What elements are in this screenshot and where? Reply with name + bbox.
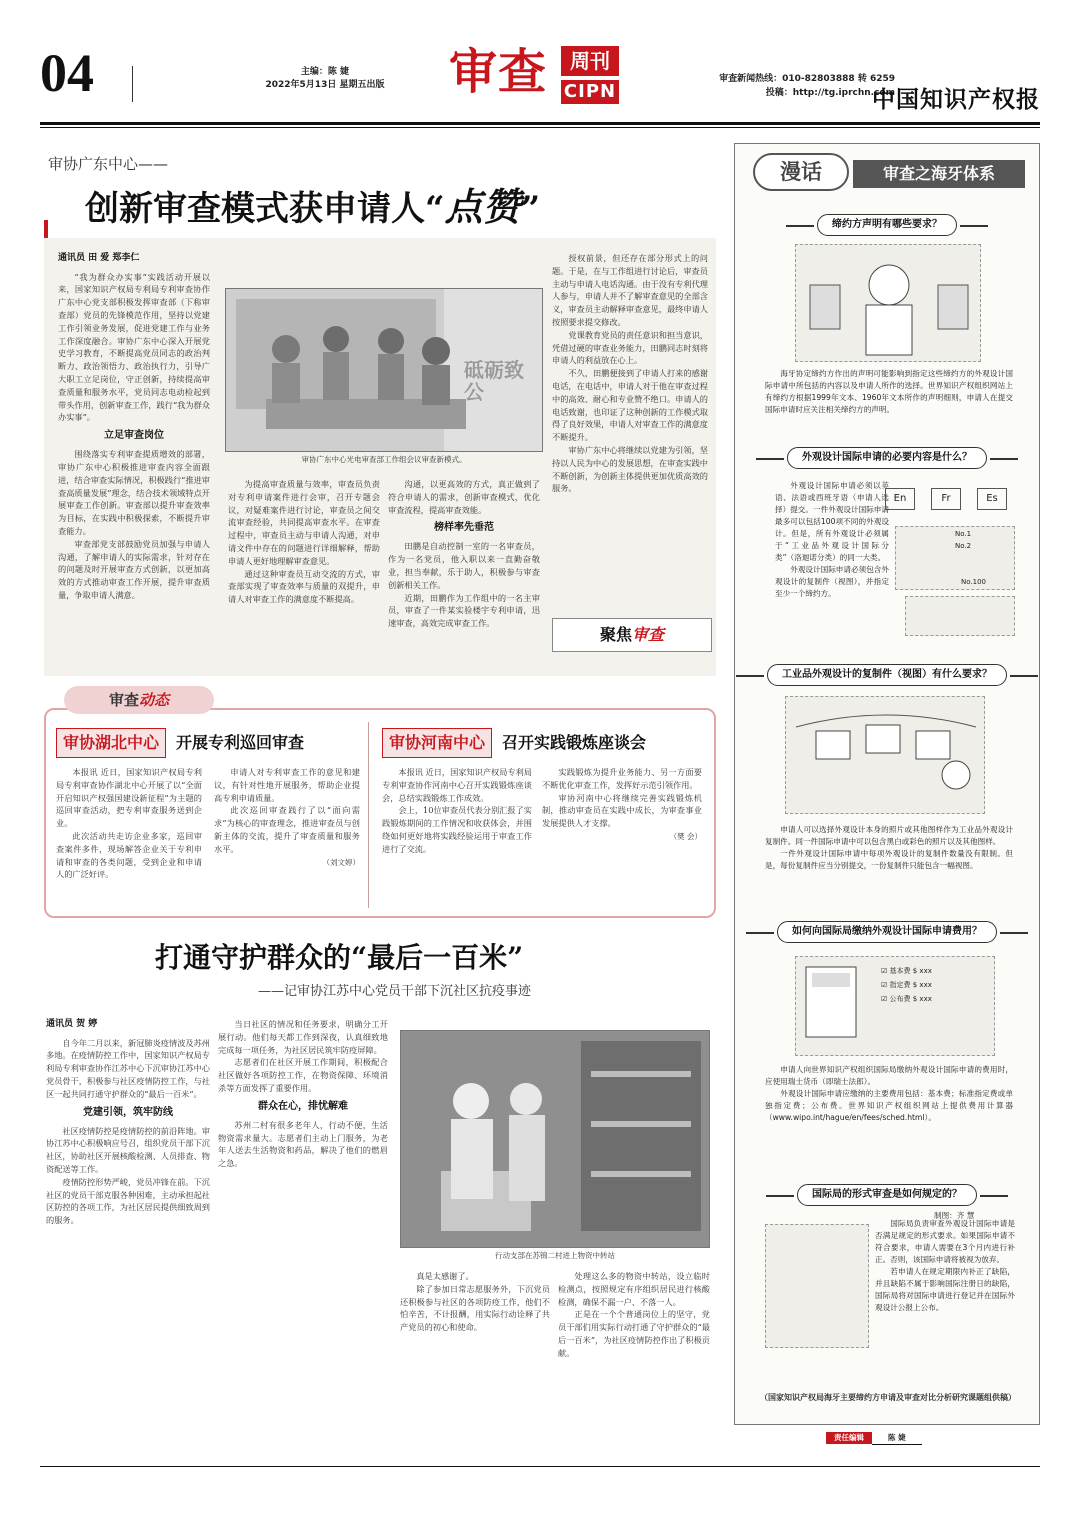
paragraph: 社区疫情防控是疫情防控的前沿阵地。审协江苏中心积极响应号召，组织党员干部下沉社区，协助社区开展核酸检测、人员排查、物资配送等工作。 <box>46 1125 210 1174</box>
paragraph: 申请人对专利审查工作的意见和建议，有针对性地开展服务，帮助企业提高专利申请质量。 <box>214 767 360 803</box>
brand-english: CIPN <box>561 80 619 104</box>
headline-highlight: 点赞 <box>444 184 521 229</box>
paragraph: 外观设计国际申请必须以英语、法语或西班牙语（申请人选择）提交。一件外观设计国际申请最多可以包括100项不同的外观设计。但是，所有外观设计必须属于“工业品外观设计国际分类”（洛迦诺分类）的同一大类。 <box>775 481 889 562</box>
news-hotline: 审查新闻热线：010-82803888 转 6259 <box>719 74 895 84</box>
paragraph: 此次活动共走访企业多家，巡回审查案件多件，现场解答企业关于专利申请和审查的各类问题，受到企业和申请人的广泛好评。 <box>56 830 202 880</box>
answer-4 <box>765 1064 1013 1164</box>
no-label-2: No.2 <box>955 542 972 550</box>
paragraph: 不久，田鹏便接到了申请人打来的感谢电话，在电话中，申请人对于他在审查过程中的高效、耐心和专业赞不绝口。申请人的电话致谢，也印证了这种创新的工作模式取得了良好效果，申请人对审查工作的满意度不断提升。 <box>552 368 708 443</box>
paragraph: 通过这种审查员互动交流的方式，审查部实现了审查效率与质量的双提升，申请人对审查工作的满意度不断提高。 <box>228 568 380 605</box>
paragraph: 自今年二月以来，新冠肺炎疫情波及苏州多地。在疫情防控工作中，国家知识产权局专利局专利审查协作江苏中心下沉审协江苏中心党员骨干，积极参与社区疫情防控工作，与社区一起共同打通守护群众的“最后一百米”。 <box>46 1037 210 1099</box>
story1-column-2 <box>228 478 380 670</box>
responsible-editor: 责任编辑 陈 婕 <box>826 1432 946 1444</box>
fee-designation: ☑ 指定费 $ xxx <box>881 981 932 989</box>
paragraph: 志愿者们在社区开展工作期间，积极配合社区做好各项防控工作，在物资保障、环境消杀等方面发挥了重要作用。 <box>218 1057 388 1093</box>
question-5: 国际局的形式审查是如何规定的？ <box>797 1184 977 1206</box>
fee-basic: ☑ 基本费 $ xxx <box>881 967 932 975</box>
paragraph: 授权前景，但还存在部分形式上的问题。于是，在与工作组进行讨论后，审查员主动与申请人电话沟通。由于没有专利代理人参与，申请人并不了解审查意见的全部含义，审查员主动解释审查意见，最终申请人按照要求提交修改。 <box>552 253 708 327</box>
paragraph: “我为群众办实事”实践活动开展以来，国家知识产权局专利局专利审查协作广东中心党支部积极发挥审查部（下称审查部）党员的先锋模范作用，坚持以党建工作引领业务发展，促进党建工作与业务工作深度融合。审协广东中心深入开展党史学习教育，不断提高党员同志的政治判断力、政治领悟力、政治执行力，引导广大职工立足岗位，守正创新，持续提高审查质量和服务水平，党员同志电动检起到带头作用，创新审查工作，践行“我为群众办实事”。 <box>58 271 210 423</box>
paragraph: 审查部党支部鼓励党员加强与申请人沟通，了解申请人的实际需求，针对存在的问题及时开展审查方式创新，以更加高效的方式推动审查工作开展，提升审查质量，争取申请人满意。 <box>58 538 210 600</box>
story1-photo <box>225 288 543 452</box>
masthead <box>40 42 1040 117</box>
masthead-rule-thin <box>40 127 1040 128</box>
lang-fr: Fr <box>931 488 961 510</box>
story2-byline: 通讯员 贺 婷 <box>46 1019 98 1029</box>
story2-column-4 <box>558 1270 710 1460</box>
story2-subhead: ——记审协江苏中心党员干部下沉社区抗疫事迹 <box>258 984 532 999</box>
paragraph: 党课教育党员的责任意识和担当意识，凭借过硬的审查业务能力，田鹏同志时刻将申请人的利益放在心上。 <box>552 329 708 366</box>
dynamics-divider <box>368 722 369 908</box>
answer-3 <box>765 824 1013 908</box>
story1-column-3 <box>388 478 540 670</box>
comic-talk-icon: 漫话 <box>753 153 849 191</box>
hubei-headline: 审协湖北中心 开展专利巡回审查 <box>56 728 304 758</box>
brand-subtitle: 周刊 <box>561 46 619 76</box>
issue-date: 2022年5月13日 星期五出版 <box>265 79 385 90</box>
henan-headline: 审协河南中心 召开实践锻炼座谈会 <box>382 728 646 758</box>
paragraph: 一件外观设计国际申请中每项外观设计的复制件数量没有限制。但是，每份复制件应当分别提交，一份复制件只能包含一幅视图。 <box>765 848 1013 870</box>
paragraph: 申请人向世界知识产权组织国际局缴纳外观设计国际申请的费用时，应使用瑞士货币（即瑞士法郎）。 <box>765 1065 1013 1086</box>
section-heading: 榜样率先垂范 <box>434 522 494 534</box>
sidebar-title: 审查之海牙体系 <box>853 160 1025 188</box>
story1-kicker: 审协广东中心—— <box>48 155 169 173</box>
footer-rule <box>40 1466 1040 1467</box>
paragraph: 真是太感谢了。 <box>416 1271 474 1281</box>
paper-name: 中国知识产权报 <box>872 86 1040 113</box>
masthead-divider <box>132 66 133 102</box>
hubei-column-1 <box>56 766 202 912</box>
story1-column-4 <box>552 252 708 612</box>
story1-headline: 创新审查模式获申请人“点赞” <box>85 184 541 229</box>
paragraph: 国际局负责审查外观设计国际申请是否满足规定的形式要求。如果国际申请不符合要求，申请人需要在3个月内进行补正。否则，该国际申请将被视为放弃。 <box>875 1219 1015 1264</box>
question-4: 如何向国际局缴纳外观设计国际申请费用？ <box>777 921 997 943</box>
lang-es: Es <box>977 488 1007 510</box>
story1-photo-caption: 审协广东中心光电审查部工作组会议审查新模式。 <box>301 455 467 464</box>
illustration-declaration <box>795 244 981 362</box>
paragraph: 会上，10位审查员代表分别汇报了实践锻炼期间的工作情况和收获体会，并围绕如何更好地将实践经验运用于审查工作进行了交流。 <box>382 805 532 854</box>
paragraph: 本报讯 近日，国家知识产权局专利局专利审查协作湖北中心开展了以“全面开启知识产权强国建设新征程”为主题的巡回审查活动，把专利审查服务送到企业。 <box>56 767 202 829</box>
paragraph: 沟通，以更高效的方式，真正做到了符合申请人的需求，创新审查模式，优化审查流程，提高审查效能。 <box>388 479 540 515</box>
paragraph: 本报讯 近日，国家知识产权局专利局专利审查协作河南中心召开实践锻炼座谈会，总结实践锻炼工作成效。 <box>382 767 532 803</box>
henan-column-2 <box>542 766 702 912</box>
story1-column-1 <box>58 252 210 670</box>
section-heading: 群众在心，排忧解难 <box>258 1100 348 1112</box>
henan-credit: （樊 会） <box>669 831 702 841</box>
paragraph: 实践锻炼为提升业务能力、另一方面要不断优化审查工作，发挥好示范引领作用。 <box>542 767 702 790</box>
henan-center-tag: 审协河南中心 <box>382 728 492 758</box>
question-3: 工业品外观设计的复制件（视图）有什么要求？ <box>767 664 1007 686</box>
fee-list <box>881 964 932 1006</box>
story2-photo-caption: 行动支部在苏锦二村进上物资中转站 <box>495 1251 615 1260</box>
question-2: 外观设计国际申请的必要内容是什么？ <box>787 447 987 469</box>
paragraph: 此次巡回审查践行了以“面向需求”为核心的审查理念，推进审查员与创新主体的交流，提升了审查质量和服务水平。 <box>214 805 360 854</box>
sidebar-credit: （国家知识产权局海牙主要缔约方申请及审查对比分析研究课题组供稿） <box>760 1393 1016 1402</box>
illustration-frames <box>905 596 1015 636</box>
submission-link[interactable]: 投稿：http://tg.iprchn.com <box>765 88 895 99</box>
story2-headline: 打通守护群众的“最后一百米” <box>155 941 524 974</box>
brand-title: 审查 <box>449 44 548 100</box>
answer-2 <box>775 480 889 630</box>
hubei-center-tag: 审协湖北中心 <box>56 728 166 758</box>
fee-publication: ☑ 公布费 $ xxx <box>881 995 932 1003</box>
lang-en: En <box>885 488 915 510</box>
paragraph: 外观设计国际申请应缴纳的主要费用包括：基本费；标准指定费或单独指定费；公布费。世界知识产权组织网站上提供费用计算器（www.wipo.int/hague/en/fees/sched.html）。 <box>765 1088 1013 1122</box>
paragraph: 为提高审查质量与效率，审查员负责对专利申请案件进行会审，召开专题会议，对疑难案件进行讨论，审查员之间交流审查经验，共同提高审查水平。在审查过程中，审查员主动与申请人沟通，对申请文件中存在的问题进行详细解释，帮助申请人更好地理解审查意见。 <box>228 479 380 566</box>
sidebar-header <box>753 153 1025 191</box>
story2-column-2 <box>218 1018 388 1460</box>
dynamics-tag: 审查动态 <box>64 686 214 714</box>
hubei-credit: （刘文婷） <box>322 857 360 867</box>
person-with-books-icon <box>796 245 982 363</box>
photo-sign: 砥砺致公 <box>464 358 524 404</box>
photo-illustration <box>401 1031 710 1248</box>
answer-5 <box>875 1218 1015 1368</box>
paragraph: 围绕落实专利审查提质增效的部署，审协广东中心积极推进审查内容全面跟进，结合审查实际情况，积极践行“推进审查高质量发展”理念，结合技术领域特点开展审查工作创新。审查部以提升审查效率为目标，在实践中积极探索，不断提升审查能力。 <box>58 449 210 536</box>
photos-on-line-icon <box>786 697 986 815</box>
paragraph: 申请人可以选择外观设计本身的照片或其他图样作为工业品外观设计复制件。同一件国际申请中可以包含黑白或彩色的照片以及其他图样。 <box>765 825 1013 846</box>
paragraph: 疫情防控形势严峻，党员冲锋在前。下沉社区的党员干部克服各种困难，主动承担起社区防控的各项工作，为社区居民提供细致周到的服务。 <box>46 1176 210 1226</box>
paragraph: 当日社区的情况和任务要求，明确分工开展行动。他们每天都工作到深夜，认真细致地完成每一项任务，为社区居民筑牢防疫屏障。 <box>218 1019 388 1055</box>
henan-column-1 <box>382 766 532 912</box>
no-label-1: No.1 <box>955 530 972 538</box>
chief-editor: 主编：陈 婕 <box>300 67 350 77</box>
question-1: 缔约方声明有哪些要求？ <box>817 214 957 236</box>
illustration-photos <box>785 696 985 814</box>
section-heading: 党建引领，筑牢防线 <box>83 1106 173 1118</box>
paragraph: 田鹏是自动控制一室的一名审查员，作为一名党员，他入职以来一直勤奋敬业，担当奉献，乐于助人，积极参与审查创新相关工作。 <box>388 541 540 590</box>
editor-date <box>250 66 400 91</box>
story2-photo <box>400 1030 710 1248</box>
hubei-column-2 <box>214 766 360 912</box>
story2-column-3 <box>400 1270 550 1460</box>
paragraph: 审协河南中心将继续完善实践锻炼机制，推动审查员在实践中成长，为审查事业发展提供人才支撑。 <box>542 792 702 829</box>
illustration-gazette <box>765 1224 869 1348</box>
illustrator-credit: 制图：齐 慧 <box>934 1211 975 1220</box>
hague-sidebar <box>734 143 1040 1425</box>
paragraph: 外观设计国际申请必须包含外观设计的复制件（视图），并指定至少一个缔约方。 <box>775 564 889 598</box>
paragraph: 审协广东中心将继续以党建为引领，坚持以人民为中心的发展思想，在审查实践中不断创新，为创新主体提供更加优质高效的服务。 <box>552 444 708 494</box>
paragraph: 正是在一个个普通岗位上的坚守，党员干部们用实际行动打通了守护群众的“最后一百米”，为社区疫情防控作出了积极贡献。 <box>558 1309 710 1358</box>
story2-column-1 <box>46 1018 210 1460</box>
brand-logo <box>445 44 621 110</box>
paragraph: 处理这么多的物资中转站，设立临时检测点，按照规定有序组织居民进行核酸检测，确保不漏一户、不落一人。 <box>558 1271 710 1307</box>
page-number: 04 <box>40 43 94 103</box>
paragraph: 近期，田鹏作为工作组中的一名主审员，审查了一件某实验楼宇专利申请，迅速审查，高效完成审查工作。 <box>388 592 540 629</box>
no-label-100: No.100 <box>961 578 986 586</box>
masthead-rule <box>40 122 1040 125</box>
contact-info <box>695 72 895 101</box>
focus-review-badge: 聚焦审查 <box>552 618 712 652</box>
answer-1: 海牙协定缔约方作出的声明可能影响到指定这些缔约方的外观设计国际申请中所包括的内容以及申请人所作的选择。世界知识产权组织网站上有缔约方根据1999年文本、1960年文本所作的声明细则，申请人在提交国际申请时应关注相关缔约方的声明。 <box>765 369 1013 414</box>
story1-byline: 通讯员 田 爱 郑李仁 <box>58 253 140 263</box>
paragraph: 除了参加日常志愿服务外，下沉党员还积极参与社区的各项防疫工作，他们不怕辛苦，不计报酬，用实际行动诠释了共产党员的初心和使命。 <box>400 1283 550 1333</box>
paragraph: 苏州二村有很多老年人，行动不便，生活物资需求量大。志愿者们主动上门服务，为老年人送去生活物资和药品，解决了他们的燃眉之急。 <box>218 1119 388 1169</box>
section-heading: 立足审查岗位 <box>104 430 164 442</box>
paragraph: 若申请人在规定期限内补正了缺陷，并且缺陷不属于影响国际注册日的缺陷，国际局将对国际申请进行登记并在国际外观设计公报上公布。 <box>875 1266 1015 1312</box>
